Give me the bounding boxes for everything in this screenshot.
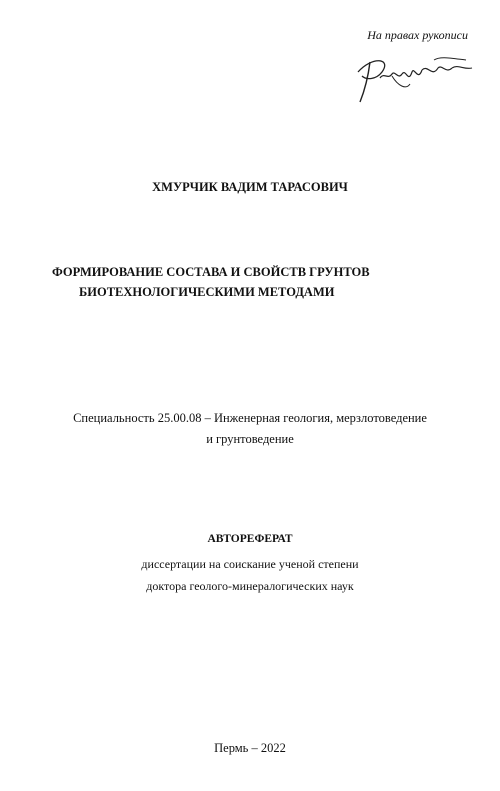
place-and-year: Пермь – 2022 — [214, 741, 286, 755]
title-line-1: ФОРМИРОВАНИЕ СОСТАВА И СВОЙСТВ ГРУНТОВ — [52, 265, 370, 279]
title-line-2: БИОТЕХНОЛОГИЧЕСКИМИ МЕТОДАМИ — [79, 285, 335, 299]
manuscript-note: На правах рукописи — [367, 28, 468, 42]
dissertation-title — [52, 262, 472, 302]
abstract-heading: АВТОРЕФЕРАТ — [207, 533, 293, 545]
degree-line-2: доктора геолого-минералогических наук — [146, 579, 354, 593]
specialty-line-2: и грунтоведение — [206, 432, 294, 446]
degree-statement — [0, 553, 500, 597]
specialty — [0, 408, 500, 450]
degree-line-1: диссертации на соискание ученой степени — [141, 557, 359, 571]
handwritten-signature — [348, 50, 476, 106]
author-name: ХМУРЧИК ВАДИМ ТАРАСОВИЧ — [152, 180, 348, 194]
specialty-line-1: Специальность 25.00.08 – Инженерная геология, мерзлотоведение — [73, 411, 427, 425]
